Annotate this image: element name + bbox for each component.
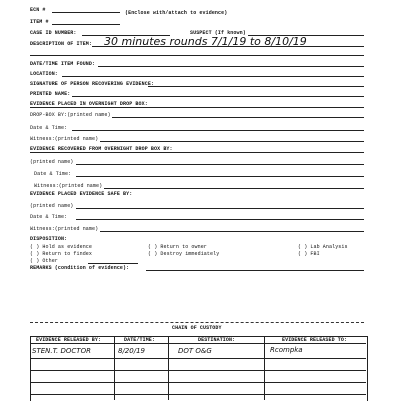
location-label: LOCATION: [30,71,58,77]
disposition-hold: ( ) Hold as evidence [30,244,93,250]
safe-name-label: (printed name) [30,203,74,209]
remarks-label: REMARKS (condition of evidence): [30,265,130,271]
custody-row1-destination: DOT O&G [178,347,212,355]
disposition-return-findex: ( ) Return to findex [30,251,93,257]
custody-col-released-by: EVIDENCE RELEASED BY: [36,337,102,343]
safe-witness-line [100,231,364,232]
custody-row-rule-2 [30,370,366,371]
custody-heading: CHAIN OF CUSTODY [172,325,222,331]
safe-heading: EVIDENCE PLACED EVIDENCE SAFE BY: [30,191,133,197]
case-id-label: CASE ID NUMBER: [30,30,77,36]
suspect-label: SUSPECT (If known) [190,30,246,36]
ecn-line [52,12,120,13]
drop-box-rule [30,107,364,108]
custody-col-released-to: EVIDENCE RELEASED TO: [282,337,348,343]
location-line [62,76,364,77]
safe-date-line [76,219,364,220]
drop-box-witness-label: Witness:(printed name) [30,136,99,142]
signature-line [148,86,364,87]
custody-col-divider-1 [114,336,115,400]
custody-row-rule-3 [30,382,366,383]
description-handwritten: 30 minutes rounds 7/1/19 to 8/10/19 [104,35,307,48]
disposition-fbi: ( ) FBI [298,251,320,257]
drop-box-date-label: Date & Time: [30,125,68,131]
recovered-name-label: (printed name) [30,159,74,165]
item-label: ITEM # [30,19,49,25]
date-found-label: DATE/TIME ITEM FOUND: [30,61,96,67]
drop-box-witness-line [100,141,364,142]
custody-row1-released-to: Rcompka [270,346,303,354]
custody-col-divider-2 [168,336,169,400]
recovered-heading: EVIDENCE RECOVERED FROM OVERNIGHT DROP BOX BY: [30,146,173,152]
recovered-witness-line [104,188,364,189]
drop-box-date-line [72,130,364,131]
custody-header-rule [30,343,366,344]
item-line [52,24,120,25]
custody-row-rule-4 [30,394,366,395]
custody-col-destination: DESTINATION: [198,337,236,343]
custody-col-date-time: DATE/TIME: [124,337,156,343]
custody-row-rule-1 [30,358,366,359]
description-label: DESCRIPTION OF ITEM: [30,41,93,47]
enclose-note: (Enclose with/attach to evidence) [125,10,228,16]
disposition-return-owner: ( ) Return to owner [148,244,207,250]
disposition-lab: ( ) Lab Analysis [298,244,348,250]
custody-divider [30,322,364,323]
recovered-date-line [76,176,364,177]
printed-name-label: PRINTED NAME: [30,91,71,97]
recovered-date-label: Date & Time: [34,171,72,177]
printed-name-line [72,96,364,97]
remarks-line [146,270,364,271]
drop-box-by-line [112,117,364,118]
disposition-destroy: ( ) Destroy immediately [148,251,220,257]
custody-table [30,336,368,401]
disposition-other-line [88,263,138,264]
safe-witness-label: Witness:(printed name) [30,226,99,232]
recovered-witness-label: Witness:(printed name) [34,183,103,189]
recovered-rule [30,152,364,153]
disposition-other: ( ) Other [30,258,58,264]
safe-name-line [76,208,364,209]
drop-box-by-label: DROP-BOX BY:(printed name) [30,112,111,118]
description-line-2 [30,55,364,56]
signature-label: SIGNATURE OF PERSON RECOVERING EVIDENCE: [30,81,155,87]
disposition-heading: DISPOSITION: [30,236,68,242]
custody-col-divider-3 [264,336,265,400]
ecn-label: ECN # [30,7,46,13]
recovered-name-line [76,164,364,165]
drop-box-heading: EVIDENCE PLACED IN OVERNIGHT DROP BOX: [30,101,148,107]
safe-date-label: Date & Time: [30,214,68,220]
custody-row1-date: 8/20/19 [118,347,145,355]
date-found-line [98,66,364,67]
custody-row1-released-by: STEN.T. DOCTOR [32,347,91,355]
